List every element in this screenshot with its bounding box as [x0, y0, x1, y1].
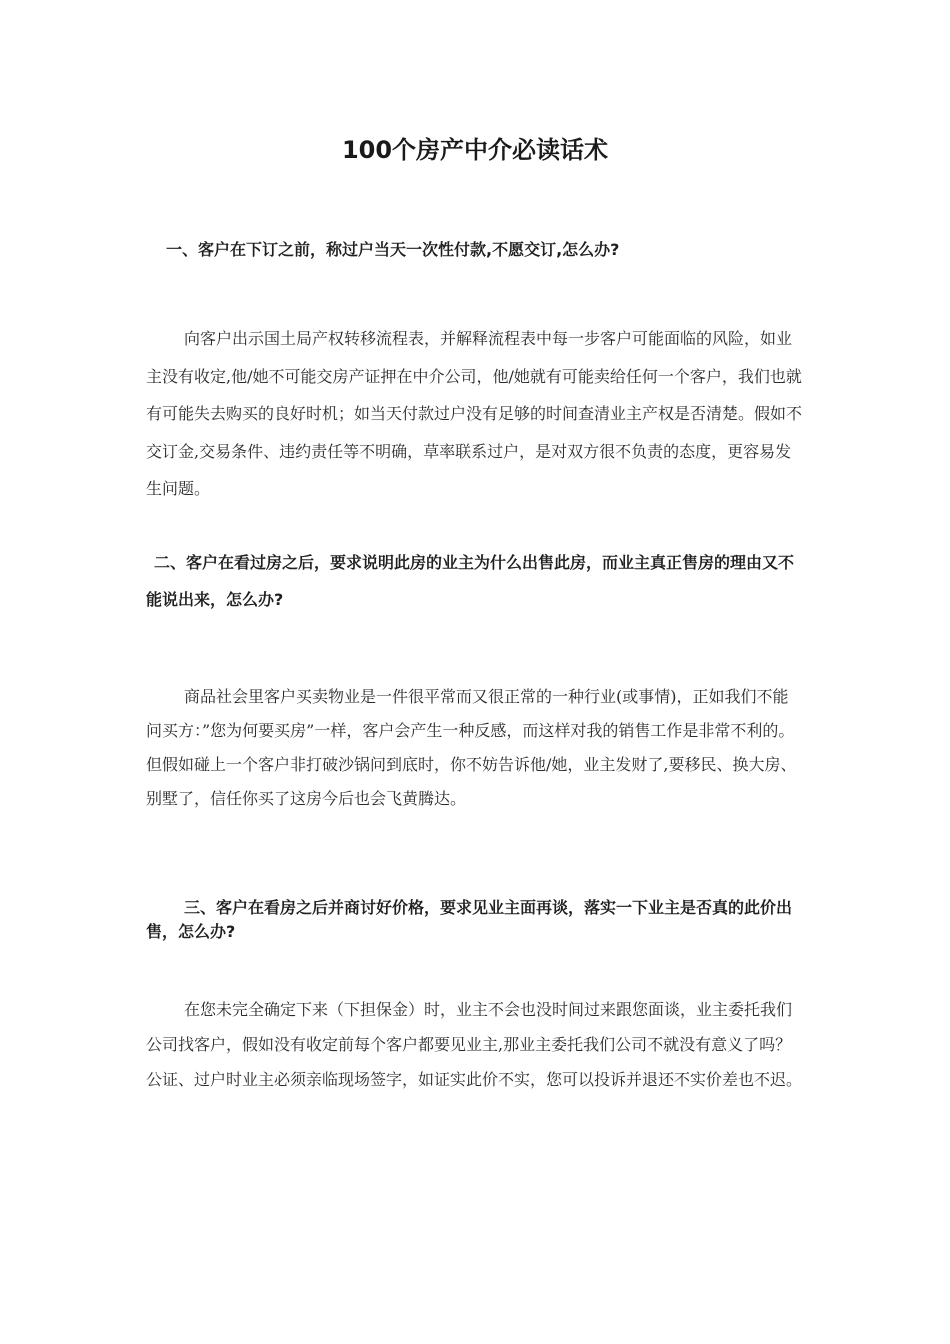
question-heading-1: 一、客户在下订之前，称过户当天一次性付款,不愿交订,怎么办?	[166, 240, 620, 259]
answer-paragraph-1: 向客户出示国土局产权转移流程表，并解释流程表中每一步客户可能面临的风险，如业主没有收定,他/她不可能交房产证押在中介公司，他/她就有可能卖给任何一个客户，我们也就有可能失去购买的良好时机；如当天付款过户没有足够的时间查清业主产权是否清楚。假如不交订金,交易条件、违约责任等不明确，草率联系过户，是对双方很不负责的态度，更容易发生问题。	[146, 329, 803, 498]
answer-paragraph-3: 在您未完全确定下来（下担保金）时，业主不会也没时间过来跟您面谈，业主委托我们公司找客户，假如没有收定前每个客户都要见业主,那业主委托我们公司不就没有意义了吗？公证、过户时业主必须亲临现场签字，如证实此价不实，您可以投诉并退还不实价差也不迟。	[146, 1000, 803, 1089]
question-heading-3: 三、客户在看房之后并商讨好价格，要求见业主面再谈，落实一下业主是否真的此价出售，怎么办?	[146, 898, 793, 941]
document-title: 100个房产中介必读话术	[341, 136, 609, 164]
question-heading-2: 二、客户在看过房之后，要求说明此房的业主为什么出售此房，而业主真正售房的理由又不能说出来，怎么办?	[146, 553, 795, 609]
answer-paragraph-2: 商品社会里客户买卖物业是一件很平常而又很正常的一种行业(或事情)，正如我们不能问买方：”您为何要买房”一样，客户会产生一种反感，而这样对我的销售工作是非常不利的。但假如碰上一个客户非打破沙锅问到底时，你不妨告诉他/她，业主发财了,要移民、换大房、别墅了，信任你买了这房今后也会飞黄腾达。	[146, 687, 797, 808]
